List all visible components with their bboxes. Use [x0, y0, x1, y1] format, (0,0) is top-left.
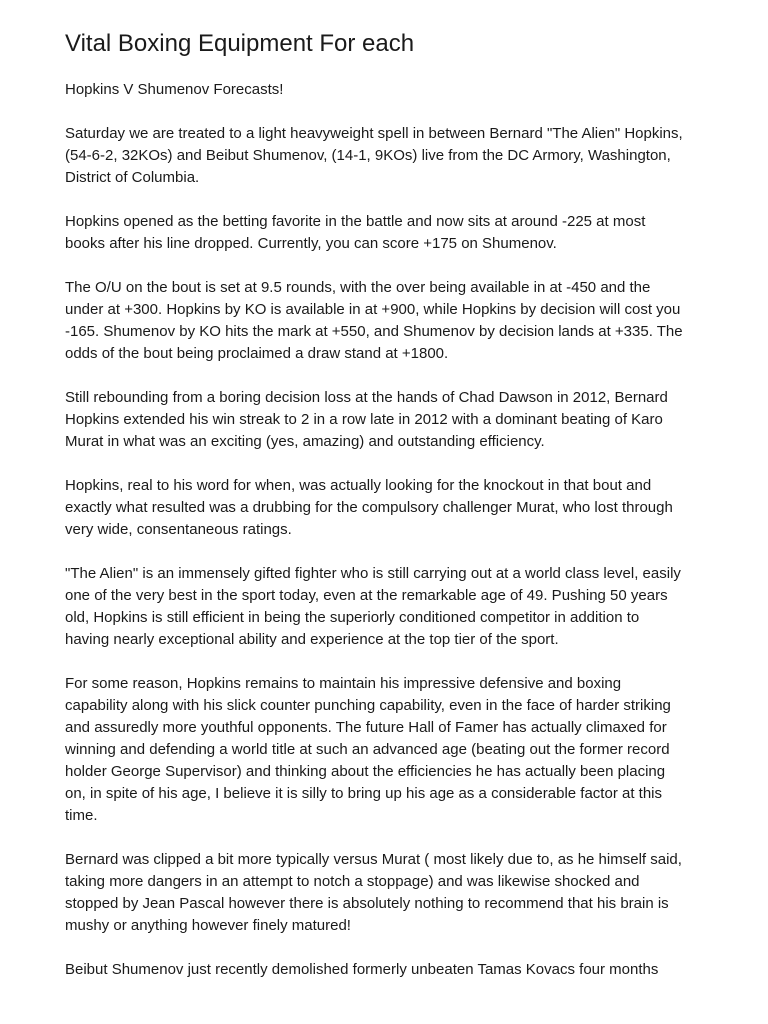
text-line: very wide, consentaneous ratings. — [65, 521, 292, 538]
article-body — [65, 79, 745, 1003]
text-line: on, in spite of his age, I believe it is silly to bring up his age as a considerable factor at this — [65, 785, 662, 802]
text-line: (54-6-2, 32KOs) and Beibut Shumenov, (14-1, 9KOs) live from the DC Armory, Washington, — [65, 147, 671, 164]
text-line: winning and defending a world title at such an advanced age (beating out the former record — [65, 741, 670, 758]
text-line: holder George Supervisor) and thinking about the efficiencies he has actually been placing — [65, 763, 666, 780]
text-line: The O/U on the bout is set at 9.5 rounds, with the over being available in at -450 and the — [65, 279, 651, 296]
page-title: Vital Boxing Equipment For each — [65, 30, 415, 57]
text-line: Hopkins, real to his word for when, was actually looking for the knockout in that bout and — [65, 477, 652, 494]
text-line: taking more dangers in an attempt to notch a stoppage) and was likewise shocked and — [65, 873, 640, 890]
text-line: books after his line dropped. Currently, you can score +175 on Shumenov. — [65, 235, 557, 252]
text-line: District of Columbia. — [65, 169, 200, 186]
paragraph-clipped — [65, 849, 745, 937]
text-line: Bernard was clipped a bit more typically versus Murat ( most likely due to, as he himself said, — [65, 851, 682, 868]
text-line: odds of the bout being proclaimed a draw stand at +1800. — [65, 345, 449, 362]
text-line: -165. Shumenov by KO hits the mark at +550, and Shumenov by decision lands at +335. The — [65, 323, 683, 340]
paragraph-betting-favorite — [65, 211, 745, 255]
text-line: and assuredly more youthful opponents. The future Hall of Famer has actually climaxed for — [65, 719, 667, 736]
paragraph-fight-intro — [65, 123, 745, 189]
text-line: one of the very best in the sport today, even at the remarkable age of 49. Pushing 50 years — [65, 587, 668, 604]
text-line: having nearly exceptional ability and experience at the top tier of the sport. — [65, 631, 559, 648]
text-line: Hopkins extended his win streak to 2 in a row late in 2012 with a dominant beating of Karo — [65, 411, 663, 428]
paragraph-odds — [65, 277, 745, 365]
text-line: Hopkins opened as the betting favorite in the battle and now sits at around -225 at most — [65, 213, 646, 230]
text-line: Murat in what was an exciting (yes, amazing) and outstanding efficiency. — [65, 433, 545, 450]
text-line: capability along with his slick counter punching capability, even in the face of harder striking — [65, 697, 671, 714]
text-line: Still rebounding from a boring decision loss at the hands of Chad Dawson in 2012, Bernard — [65, 389, 668, 406]
text-line: "The Alien" is an immensely gifted fighter who is still carrying out at a world class level, easily — [65, 565, 681, 582]
paragraph-shumenov — [65, 959, 745, 981]
text-line: Saturday we are treated to a light heavyweight spell in between Bernard "The Alien" Hopkins, — [65, 125, 683, 142]
text-line: For some reason, Hopkins remains to maintain his impressive defensive and boxing — [65, 675, 622, 692]
paragraph-forecasts-heading — [65, 79, 745, 101]
text-line: Hopkins V Shumenov Forecasts! — [65, 81, 284, 98]
text-line: mushy or anything however finely matured! — [65, 917, 351, 934]
paragraph-defensive-capability — [65, 673, 745, 827]
text-line: stopped by Jean Pascal however there is absolutely nothing to recommend that his brain is — [65, 895, 669, 912]
text-line: under at +300. Hopkins by KO is available in at +900, while Hopkins by decision will cost you — [65, 301, 681, 318]
text-line: time. — [65, 807, 98, 824]
paragraph-the-alien — [65, 563, 745, 651]
text-line: old, Hopkins is still efficient in being the superiorly conditioned competitor in addition to — [65, 609, 640, 626]
text-line: Beibut Shumenov just recently demolished formerly unbeaten Tamas Kovacs four months — [65, 961, 659, 978]
text-line: exactly what resulted was a drubbing for the compulsory challenger Murat, who lost through — [65, 499, 673, 516]
paragraph-knockout — [65, 475, 745, 541]
paragraph-rebounding — [65, 387, 745, 453]
